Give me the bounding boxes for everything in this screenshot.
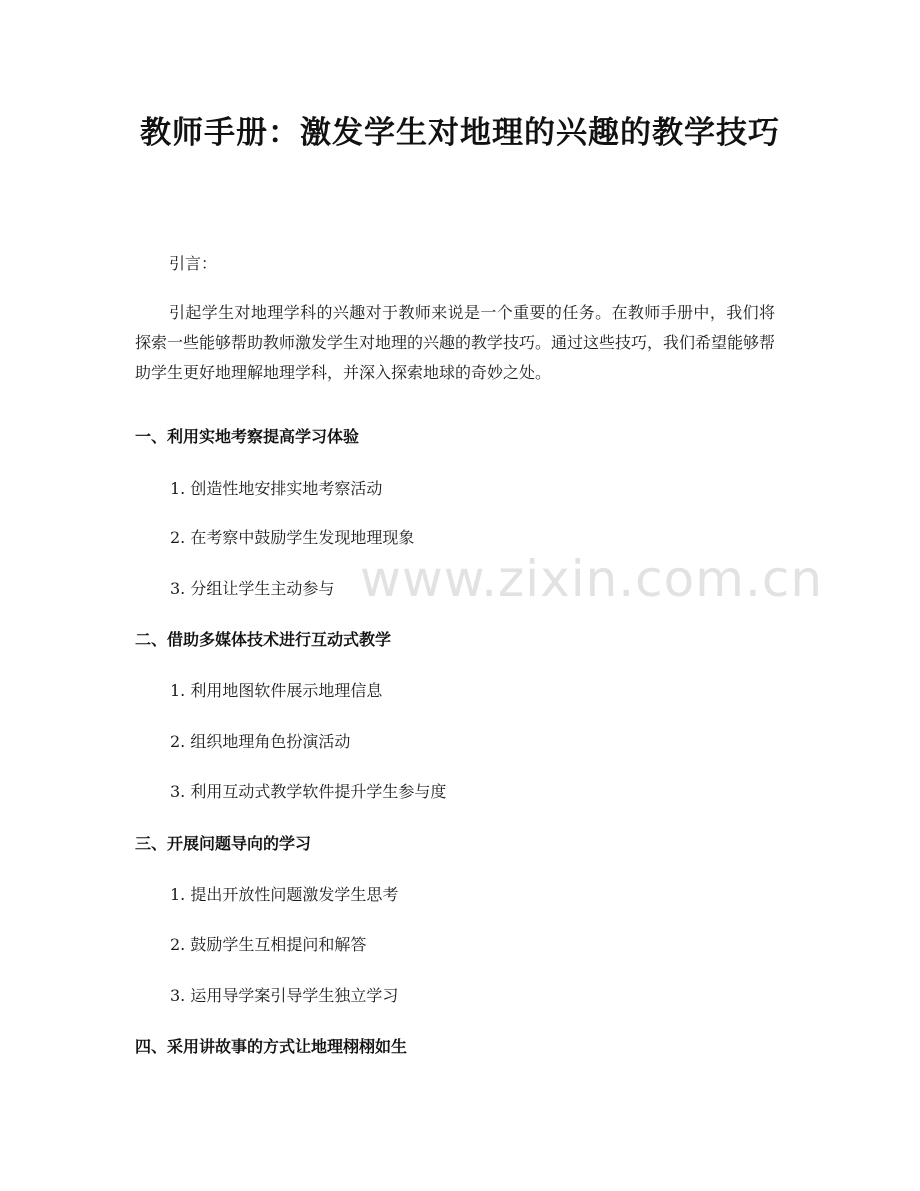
- intro-paragraph: 引起学生对地理学科的兴趣对于教师来说是一个重要的任务。在教师手册中，我们将探索一些能够帮助教师激发学生对地理的兴趣的教学技巧。通过这些技巧，我们希望能够帮助学生更好地理解地理学科，并深入探索地球的奇妙之处。: [135, 303, 776, 382]
- list-item: 2. 鼓励学生互相提问和解答: [170, 935, 367, 954]
- document-title: 教师手册：激发学生对地理的兴趣的教学技巧: [140, 115, 780, 151]
- list-item: 3. 利用互动式教学软件提升学生参与度: [170, 782, 447, 801]
- list-item: 2. 在考察中鼓励学生发现地理现象: [170, 528, 415, 547]
- list-item: 3. 分组让学生主动参与: [170, 579, 335, 598]
- list-item: 1. 利用地图软件展示地理信息: [170, 681, 383, 700]
- list-item: 1. 提出开放性问题激发学生思考: [170, 885, 399, 904]
- list-item: 3. 运用导学案引导学生独立学习: [170, 986, 399, 1005]
- section-heading-2: 二、借助多媒体技术进行互动式教学: [135, 630, 392, 649]
- section-heading-3: 三、开展问题导向的学习: [135, 834, 312, 853]
- section-heading-4: 四、采用讲故事的方式让地理栩栩如生: [135, 1037, 408, 1056]
- section-heading-1: 一、利用实地考察提高学习体验: [135, 427, 360, 446]
- watermark: www.zixin.com.cn: [360, 550, 824, 608]
- list-item: 1. 创造性地安排实地考察活动: [170, 479, 383, 498]
- list-item: 2. 组织地理角色扮演活动: [170, 732, 351, 751]
- intro-label: 引言：: [169, 254, 218, 273]
